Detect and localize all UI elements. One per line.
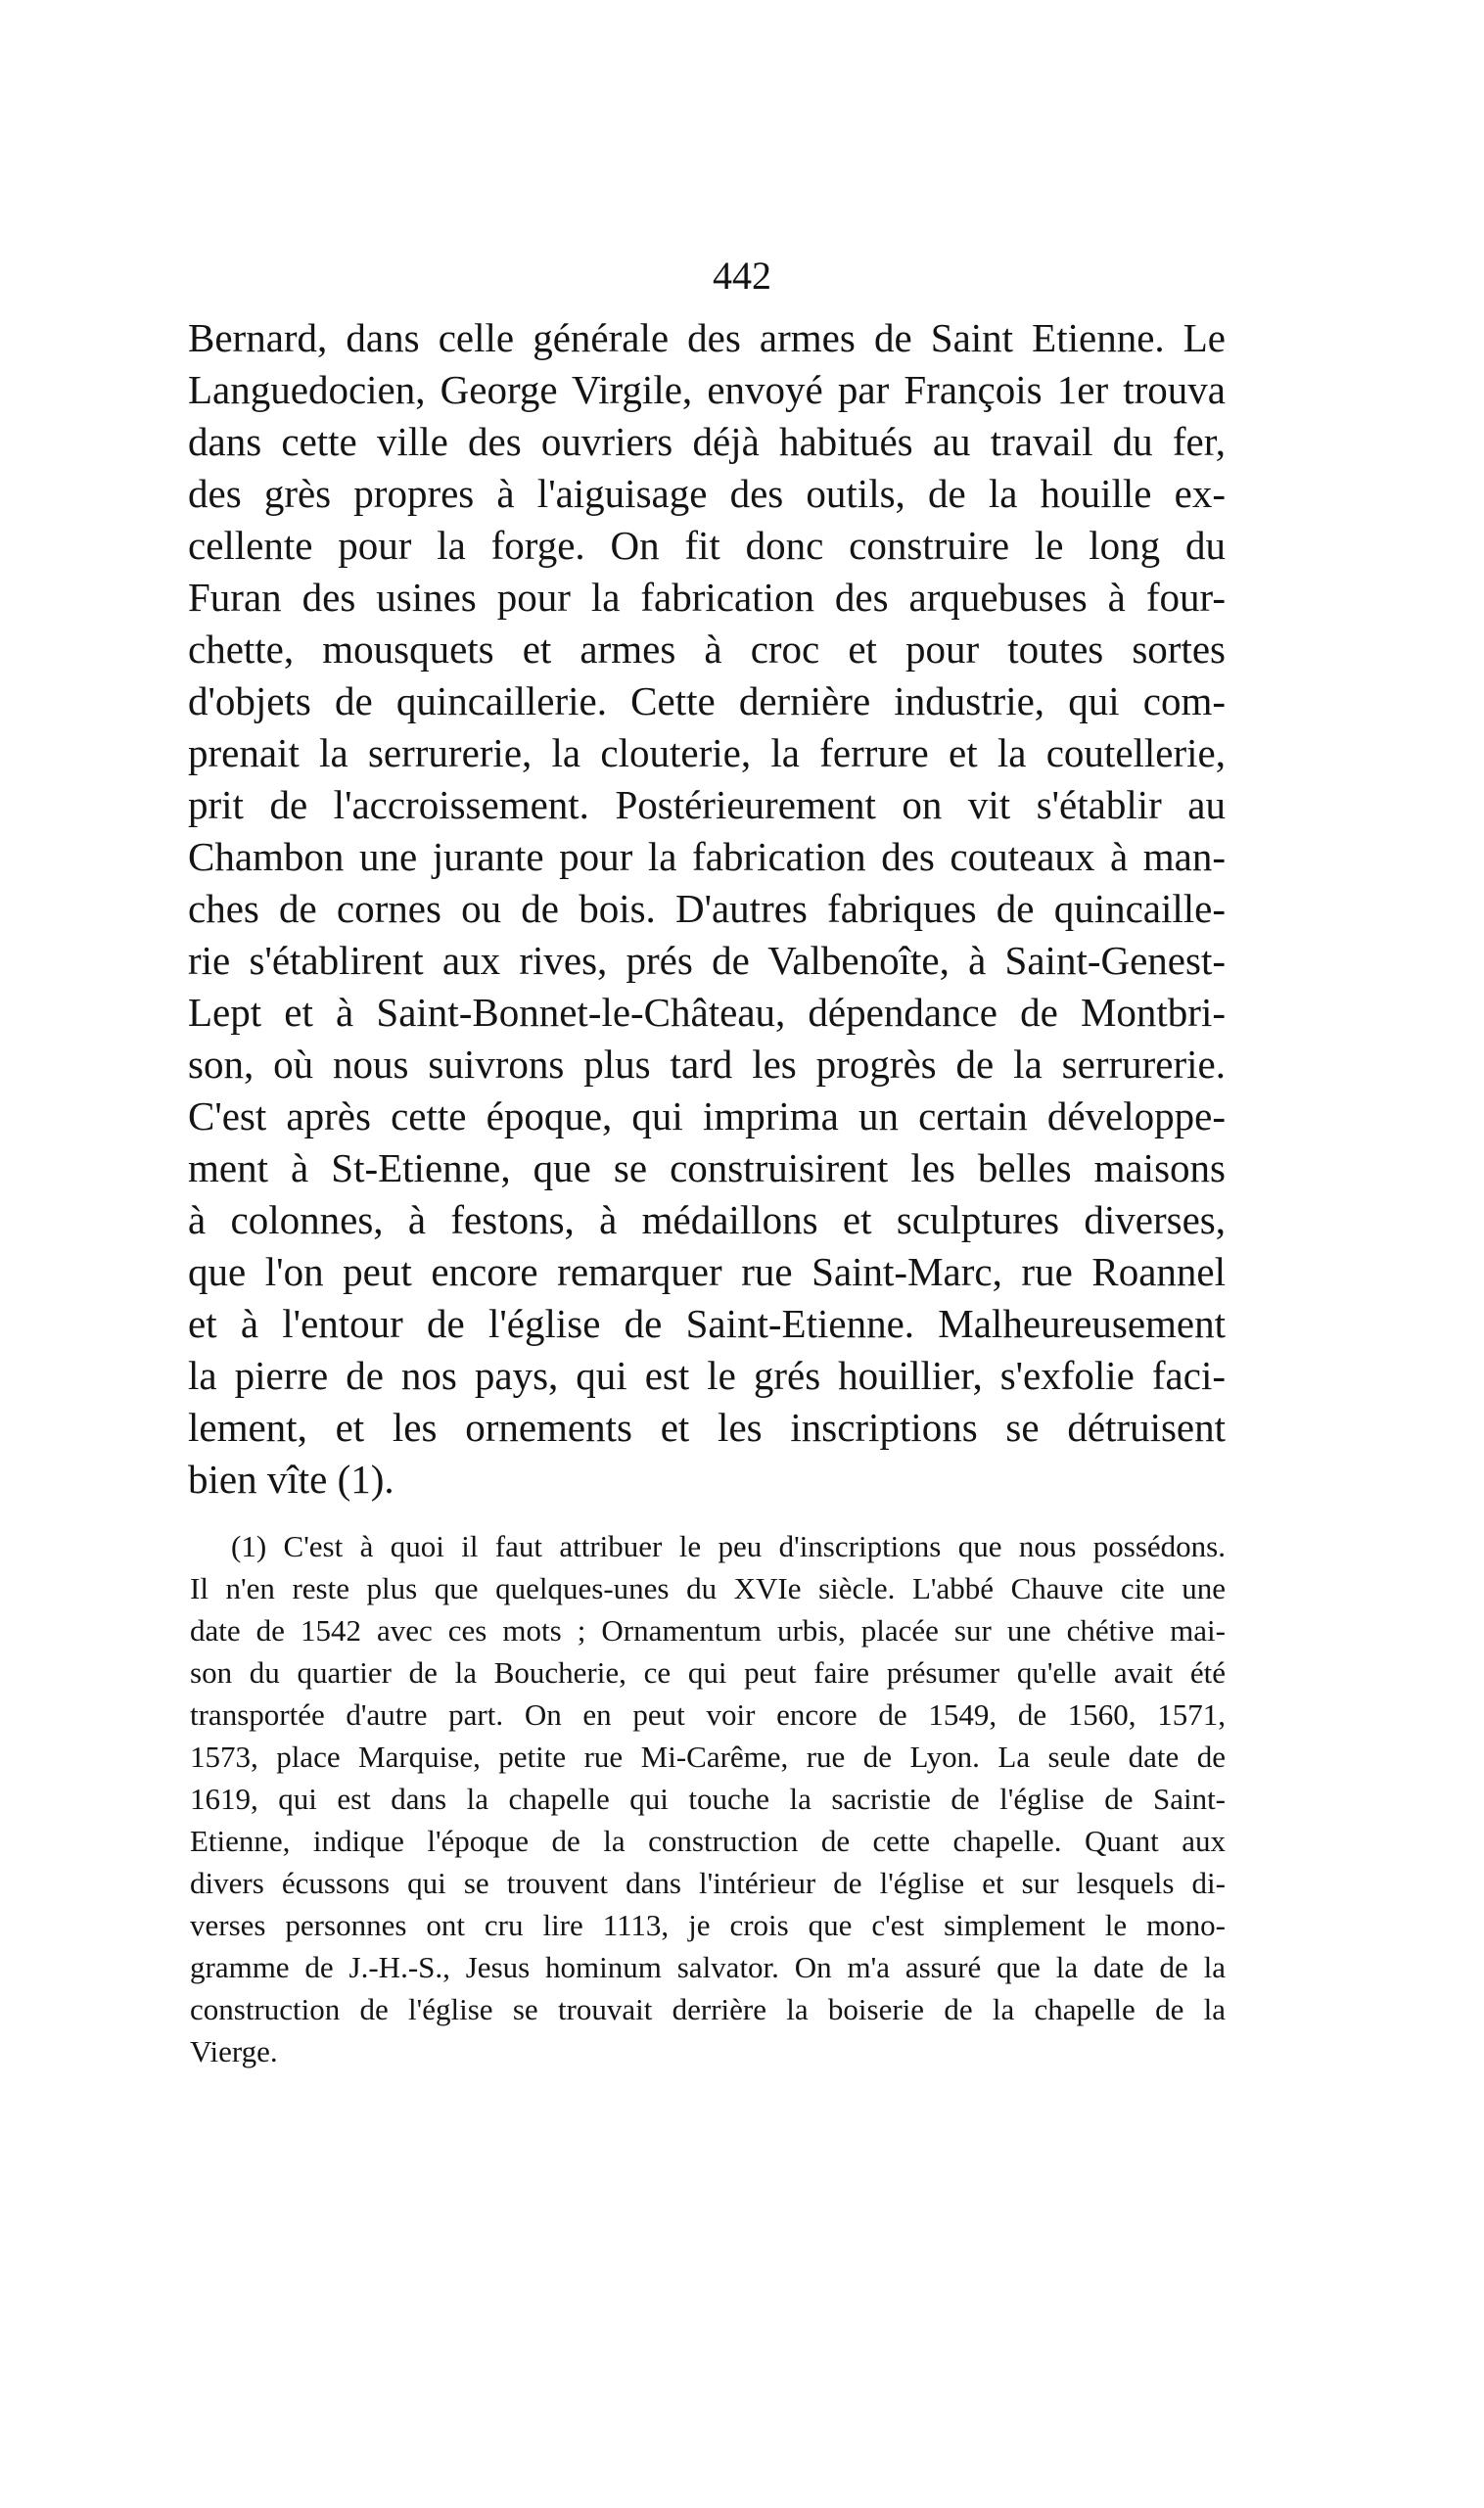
footnote-line: divers écussons qui se trouvent dans l'intérieur de l'église et sur lesquels di- (190, 1866, 1226, 1900)
body-line: des grès propres à l'aiguisage des outils, de la houille ex- (188, 471, 1226, 516)
body-line: Bernard, dans celle générale des armes de Saint Etienne. Le (188, 315, 1226, 360)
body-line: son, où nous suivrons plus tard les progrès de la serrurerie. (188, 1042, 1226, 1087)
body-line: rie s'établirent aux rives, prés de Valbenoîte, à Saint-Genest- (188, 938, 1226, 983)
page-number: 442 (713, 254, 771, 298)
body-line: C'est après cette époque, qui imprima un certain développe- (188, 1093, 1226, 1138)
footnote-line: 1619, qui est dans la chapelle qui touche la sacristie de l'église de Saint- (190, 1782, 1226, 1816)
footnote-line: date de 1542 avec ces mots ; Ornamentum urbis, placée sur une chétive mai- (190, 1613, 1226, 1648)
footnote-line: (1) C'est à quoi il faut attribuer le peu d'inscriptions que nous possédons. (231, 1529, 1226, 1563)
body-line: la pierre de nos pays, qui est le grés houillier, s'exfolie faci- (188, 1353, 1226, 1398)
footnote-line: gramme de J.-H.-S., Jesus hominum salvator. On m'a assuré que la date de la (190, 1950, 1226, 1984)
footnote-line: son du quartier de la Boucherie, ce qui peut faire présumer qu'elle avait été (190, 1655, 1226, 1690)
body-line: lement, et les ornements et les inscriptions se détruisent (188, 1405, 1226, 1450)
footnote-line: construction de l'église se trouvait derrière la boiserie de la chapelle de la (190, 1992, 1226, 2026)
body-line: Languedocien, George Virgile, envoyé par François 1er trouva (188, 367, 1226, 412)
body-line: ches de cornes ou de bois. D'autres fabriques de quincaille- (188, 886, 1226, 931)
body-line: Chambon une jurante pour la fabrication des couteaux à man- (188, 834, 1226, 879)
body-line: d'objets de quincaillerie. Cette dernière industrie, qui com- (188, 678, 1226, 723)
body-line: chette, mousquets et armes à croc et pour toutes sortes (188, 627, 1226, 672)
body-line: prit de l'accroissement. Postérieurement on vit s'établir au (188, 782, 1226, 827)
body-line: dans cette ville des ouvriers déjà habitués au travail du fer, (188, 419, 1226, 464)
body-line: ment à St-Etienne, que se construisirent les belles maisons (188, 1145, 1226, 1190)
body-line: à colonnes, à festons, à médaillons et sculptures diverses, (188, 1197, 1226, 1242)
footnote-line: Etienne, indique l'époque de la construction de cette chapelle. Quant aux (190, 1824, 1226, 1858)
footnote-line: 1573, place Marquise, petite rue Mi-Carême, rue de Lyon. La seule date de (190, 1740, 1226, 1774)
body-line: Lept et à Saint-Bonnet-le-Château, dépendance de Montbri- (188, 990, 1226, 1035)
body-line: Furan des usines pour la fabrication des arquebuses à four- (188, 575, 1226, 620)
body-line: prenait la serrurerie, la clouterie, la ferrure et la coutellerie, (188, 730, 1226, 775)
footnote-line: verses personnes ont cru lire 1113, je crois que c'est simplement le mono- (190, 1908, 1226, 1942)
body-line: que l'on peut encore remarquer rue Saint-Marc, rue Roannel (188, 1249, 1226, 1294)
footnote-line: Vierge. (190, 2034, 278, 2068)
body-line: et à l'entour de l'église de Saint-Etienne. Malheureusement (188, 1301, 1226, 1346)
body-line: bien vîte (1). (188, 1457, 394, 1502)
footnote-line: Il n'en reste plus que quelques-unes du XVIe siècle. L'abbé Chauve cite une (190, 1571, 1226, 1605)
body-line: cellente pour la forge. On fit donc construire le long du (188, 523, 1226, 568)
footnote-line: transportée d'autre part. On en peut voir encore de 1549, de 1560, 1571, (190, 1697, 1226, 1732)
